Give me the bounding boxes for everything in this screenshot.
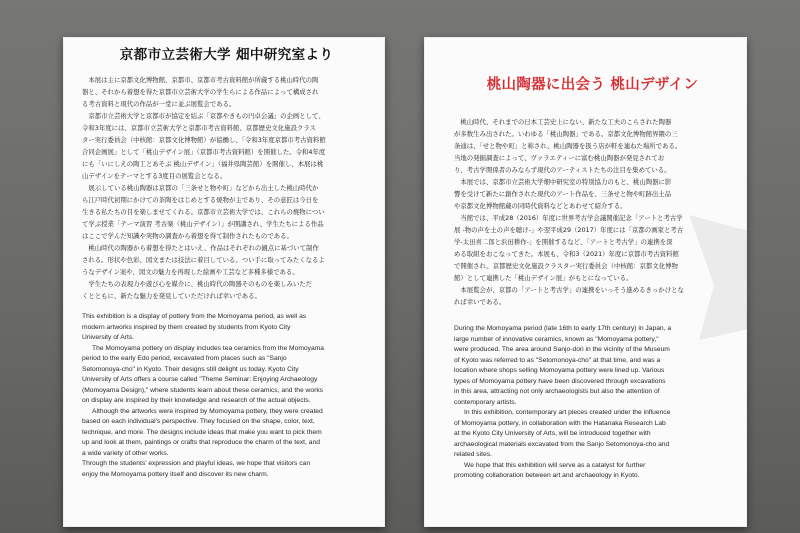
left-jp-paragraph: 京都市立芸術大学と京都市が協定を結ぶ「京都やきもの円卓会議」の企画として、 令和3年度には、京都市立芸術大学と京都市考古資料館、京都歴史文化施設クラス ター実行委員会（中核館：京都文化博物館）が協働し、「令和3年度京都市考古資料館 合同企画展」として「桃山デザイン展」（京都市考古資料館）を開催した。令和4年度 にも「いにしえの陶工とあそぶ 桃山デザイン」（福井県陶芸館）を開催し、本展は桃 山デザインをテーマとする3度目の展覧会となる。 xyxy=(82,112,326,180)
left-japanese-text xyxy=(82,74,371,302)
left-en-paragraph: Although the artworks were inspired by Momoyama pottery, they were created based on each individual's perspective. They focused on the shape, color, text, technique, and more. The designs include ideas that make you want to pick them up and look at them, paintings or crafts that reproduce the charm of the text, and a wide variety of other works. xyxy=(82,407,323,457)
right-english-text xyxy=(454,324,731,482)
watermark-graphic xyxy=(669,205,747,345)
left-jp-paragraph: 本展は主に京都文化博物館、京都市、京都市考古資料館が所蔵する桃山時代の陶 器と、それから着想を得た京都市立芸術大学の学生らによる作品によって構成され る考古資料と現代の作品が一堂に並ぶ展覧会である。 xyxy=(82,76,319,108)
left-en-closing: Through the students' expression and playful ideas, we hope that visitors can enjoy the Momoyama pottery itself and discover its new charm. xyxy=(82,460,311,478)
left-en-paragraph: This exhibition is a display of pottery from the Momoyama period, as well as modern artworks inspired by them created by students from Kyoto City University of Arts. xyxy=(82,313,307,341)
right-jp-paragraph: 本展覧会が、京都の「アートと考古学」の連携をいっそう進めるきっかけとな れば幸いである。 xyxy=(454,286,684,306)
right-exhibition-panel xyxy=(424,37,747,527)
left-jp-paragraph: 学生たちの表現力や遊び心を媒介に、桃山時代の陶器そのものを楽しみいただ くとともに、新たな魅力を発見していただければ幸いである。 xyxy=(82,280,313,300)
left-panel-title: 京都市立芸術大学 畑中研究室より xyxy=(119,47,334,63)
left-en-paragraph: The Momoyama pottery on display includes tea ceramics from the Momoyama period to the early Edo period, excavated from places such as "Sanjo Setomonoya-cho" in Kyoto. Their designs still delight us today. Kyoto City University of Arts offers a course called "Theme Seminar: Enjoying Archaeology (Momoyama Design)," where students learn about these ceramics, and the works on display are inspired by their knowledge and research of the actual objects. xyxy=(82,344,324,404)
left-exhibition-panel xyxy=(63,37,385,527)
right-jp-paragraph: 本展では、京都市立芸術大学畑中研究室の特別協力のもと、桃山陶器に影 響を受けて新たに創作された現代のアート作品を、三条せと物や町跡出土品 や京都文化博物館蔵の同時代資料などとあわせて紹介する。 xyxy=(454,178,672,210)
right-jp-paragraph: 桃山時代、それまでの日本工芸史上にない、新たな工夫のこらされた陶器 が多数生み出された。いわゆる「桃山陶器」である。京都文化博物館界隈の三 条通は、「せと物や町」と称され、桃山陶器を扱う店が軒を連ねた場所である。 当地の発掘調査によって、ヴァラエティーに富む桃山陶器が発見されてお り、考古学関係者のみならず現代のアーティストたちの注目を集めている。 xyxy=(454,118,682,174)
right-en-paragraph: During the Momoyama period (late 16th to early 17th century) in Japan, a large number of innovative ceramics, known as "Momoyama pottery," were produced. The area around Sanjo-dori in the vicinity of the Museum of Kyoto was referred to as "Setomonoya-cho" at that time, and was a location where shops selling Momoyama pottery were lined up. Various types of Momoyama pottery have been discovered through excavations in this area, attracting not only archaeologists but also the attention of contemporary artists. xyxy=(454,325,672,406)
right-jp-paragraph: 当館では、平成28（2016）年度に世界考古学会議関催記念「アートと考古学 展 -物の声を土の声を聴け-」や翌平成29（2017）年度には「京都の画家と考古 学-太田喜二郎と浜田耕作-」を開催するなど、「アートと考古学」の連携を深 める取組をおこなってきた。本展も、令和3（2021）年度に京都市考古資料館 で開催され、京都歴史文化施設クラスター実行委員会（中核館：京都文化博物 館）として連携した「桃山デザイン展」がもとになっている。 xyxy=(454,214,684,282)
right-en-paragraph: In this exhibition, contemporary art pieces created under the influence of Momoyama pottery, in collaboration with the Hatanaka Research Lab at the Kyoto City University of Arts, will be introduced together with archaeological materials excavated from the Sanjo Setomonoya-cho and related sites. xyxy=(454,409,671,458)
left-english-text xyxy=(82,312,371,480)
left-jp-paragraph: 桃山時代の陶器から着想を得たとはいえ、作品はそれぞれの観点に基づいて制作 される。形状や色彩、図文または技法に着目している。つい手に取ってみたくなるよ うなデザイン案や、図文の魅力を再現した絵画や工芸など多種多様である。 xyxy=(82,244,325,276)
right-en-paragraph: We hope that this exhibition will serve as a catalyst for further promoting collaboration between art and archaeology in Kyoto. xyxy=(454,461,646,479)
left-jp-paragraph: 展示している桃山陶器は京都の「三条せと物や町」などから出土した桃山時代か ら江戸時代初期にかけての茶陶をはじめとする焼物が主であり、その意匠は今日を 生きる私たちの目を楽しませてくれる。京都市立芸術大学では、これらの焼物につい て学ぶ授業「テーマ演習 考古楽（桃山デザイン）」が開講され、学生たちによる作品 はここで学んだ知識や実物の調査から着想を得て制作されたものである。 xyxy=(82,184,325,240)
right-panel-title: 桃山陶器に出会う 桃山デザイン xyxy=(486,77,699,93)
